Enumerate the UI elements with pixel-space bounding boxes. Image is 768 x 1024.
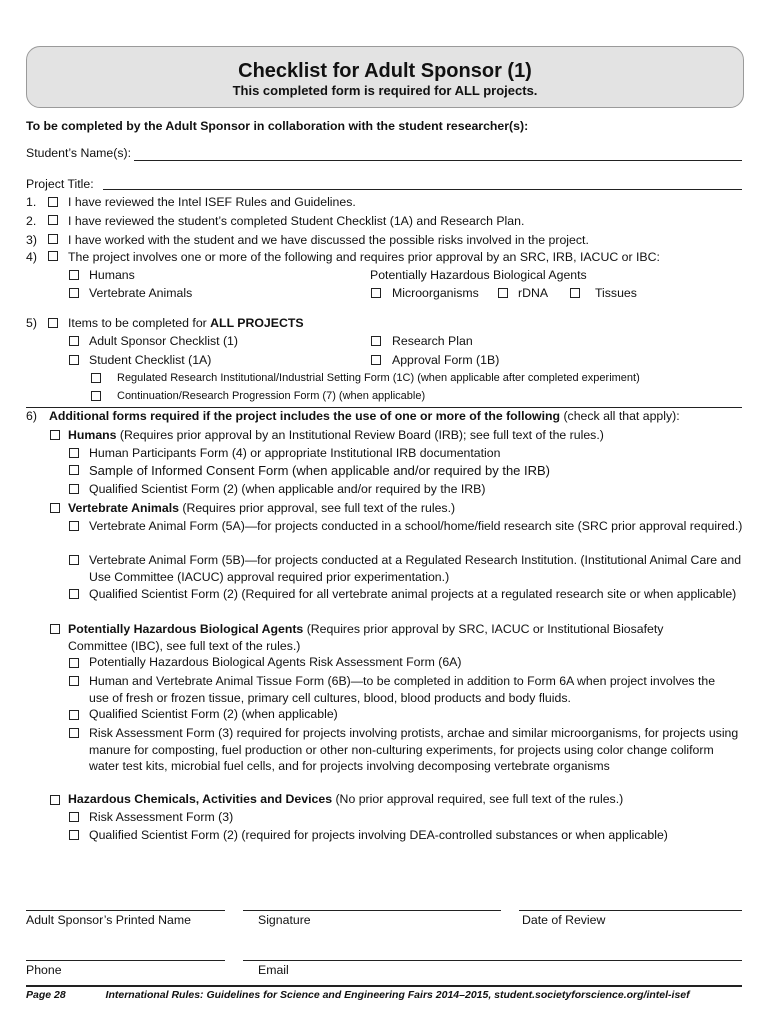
- form-header: [26, 46, 744, 108]
- date-field[interactable]: [519, 910, 742, 911]
- checkbox-informed-consent[interactable]: [69, 465, 79, 475]
- project-title-field[interactable]: [103, 189, 742, 190]
- item-number: 1.: [26, 195, 37, 209]
- email-label: Email: [258, 963, 289, 977]
- option-label: Approval Form (1B): [392, 353, 500, 367]
- page-number: Page 28: [26, 989, 66, 1001]
- checkbox-vertebrate-5a[interactable]: [69, 521, 79, 531]
- item-text: The project involves one or more of the following and requires prior approval by an SRC, IRB, IACUC or IBC:: [68, 250, 660, 264]
- checkbox-section6-phba[interactable]: [50, 624, 60, 634]
- option-label: Qualified Scientist Form (2) (required for projects involving DEA-controlled substances or when applicable): [89, 828, 668, 842]
- checkbox-rdna[interactable]: [498, 288, 508, 298]
- option-label: Human Participants Form (4) or appropriate Institutional IRB documentation: [89, 446, 501, 460]
- project-title-label: Project Title:: [26, 177, 94, 191]
- item-text: I have reviewed the Intel ISEF Rules and Guidelines.: [68, 195, 356, 209]
- checkbox-adult-sponsor-checklist[interactable]: [69, 336, 79, 346]
- option-label: Qualified Scientist Form (2) (when applicable): [89, 707, 338, 721]
- item-text: Items to be completed for ALL PROJECTS: [68, 316, 304, 330]
- item-text: Additional forms required if the project includes the use of one or more of the following (check all that apply):: [49, 409, 680, 423]
- checkbox-qualified-scientist-humans[interactable]: [69, 484, 79, 494]
- option-label: Research Plan: [392, 334, 473, 348]
- checkbox-student-checklist[interactable]: [69, 355, 79, 365]
- option-label: Continuation/Research Progression Form (7) (when applicable): [117, 390, 426, 402]
- printed-name-label: Adult Sponsor’s Printed Name: [26, 913, 191, 927]
- date-label: Date of Review: [522, 913, 606, 927]
- option-label: Potentially Hazardous Biological Agents Risk Assessment Form (6A): [89, 655, 462, 669]
- option-label: Vertebrate Animal Form (5A)—for projects conducted in a school/home/field research site (SRC prior approval required.): [89, 519, 743, 533]
- category-label: Humans (Requires prior approval by an Institutional Review Board (IRB); see full text of the rules.): [68, 428, 604, 442]
- checkbox-tissues[interactable]: [570, 288, 580, 298]
- item-number: 4): [26, 250, 37, 264]
- item-number: 6): [26, 409, 37, 423]
- checkbox-tissue-6b[interactable]: [69, 676, 79, 686]
- option-label: Vertebrate Animals: [89, 286, 193, 300]
- checkbox-student-checklist-reviewed[interactable]: [48, 215, 58, 225]
- checkbox-research-plan[interactable]: [371, 336, 381, 346]
- checkbox-section6-vertebrate[interactable]: [50, 503, 60, 513]
- option-label: Student Checklist (1A): [89, 353, 212, 367]
- checkbox-prior-approval[interactable]: [48, 251, 58, 261]
- checkbox-section6-hazardous[interactable]: [50, 795, 60, 805]
- checkbox-qualified-scientist-phba[interactable]: [69, 710, 79, 720]
- checkbox-risk-assessment-hazardous[interactable]: [69, 812, 79, 822]
- checkbox-humans[interactable]: [69, 270, 79, 280]
- option-label: Regulated Research Institutional/Industrial Setting Form (1C) (when applicable after completed experiment): [117, 372, 640, 384]
- student-names-label: Student’s Name(s):: [26, 146, 132, 160]
- checkbox-continuation-form[interactable]: [91, 391, 101, 401]
- phone-label: Phone: [26, 963, 62, 977]
- item-text: I have reviewed the student’s completed Student Checklist (1A) and Research Plan.: [68, 214, 525, 228]
- checkbox-rules-reviewed[interactable]: [48, 197, 58, 207]
- category-label: Vertebrate Animals (Requires prior approval, see full text of the rules.): [68, 501, 456, 515]
- option-label: Risk Assessment Form (3): [89, 810, 234, 824]
- checkbox-risks-discussed[interactable]: [48, 234, 58, 244]
- signature-field[interactable]: [243, 910, 501, 911]
- option-label: Sample of Informed Consent Form (when applicable and/or required by the IRB): [89, 463, 551, 478]
- option-heading: Potentially Hazardous Biological Agents: [370, 268, 587, 282]
- option-label: Human and Vertebrate Animal Tissue Form (6B)—to be completed in addition to Form 6A when project involves the use of fresh or frozen tissue, primary cell cultures, blood, blood products and body fluids.: [89, 674, 716, 705]
- option-label: rDNA: [518, 286, 549, 300]
- option-label: Tissues: [595, 286, 637, 300]
- form-title: Checklist for Adult Sponsor (1): [238, 60, 532, 82]
- option-label: Humans: [89, 268, 135, 282]
- option-label: Qualified Scientist Form (2) (when applicable and/or required by the IRB): [89, 482, 486, 496]
- checkbox-microorganisms[interactable]: [371, 288, 381, 298]
- page-footer: [26, 989, 690, 1001]
- option-label: Microorganisms: [392, 286, 479, 300]
- checkbox-qualified-scientist-vertebrate[interactable]: [69, 589, 79, 599]
- category-label: Potentially Hazardous Biological Agents (Requires prior approval by SRC, IACUC or Institutional Biosafety Committee (IBC), see full text of the rules.): [68, 622, 664, 653]
- item-number: 2.: [26, 214, 37, 228]
- student-names-field[interactable]: [134, 160, 742, 161]
- checkbox-approval-form[interactable]: [371, 355, 381, 365]
- option-label: Risk Assessment Form (3) required for projects involving protists, archae and similar microorganisms, for projects using manure for composting, fuel production or other non-culturing experiments, for projects using color change coliform water test kits, microbial fuel cells, and for projects involving decomposing vertebrate organisms: [89, 726, 739, 773]
- checkbox-qualified-scientist-hazardous[interactable]: [69, 830, 79, 840]
- checkbox-section6-humans[interactable]: [50, 430, 60, 440]
- phone-field[interactable]: [26, 960, 225, 961]
- form-subtitle: This completed form is required for ALL projects.: [232, 83, 538, 98]
- printed-name-field[interactable]: [26, 910, 225, 911]
- checkbox-risk-assessment-phba[interactable]: [69, 728, 79, 738]
- signature-label: Signature: [258, 913, 311, 927]
- option-label: Adult Sponsor Checklist (1): [89, 334, 238, 348]
- footer-rule: [26, 985, 742, 987]
- section-divider: [26, 407, 742, 408]
- item-number: 3): [26, 233, 37, 247]
- email-field[interactable]: [243, 960, 742, 961]
- checkbox-vertebrate-5b[interactable]: [69, 555, 79, 565]
- checkbox-human-participants-form[interactable]: [69, 448, 79, 458]
- checkbox-regulated-research-form[interactable]: [91, 373, 101, 383]
- footer-text: International Rules: Guidelines for Science and Engineering Fairs 2014–2015, student.societyforscience.org/intel-isef: [105, 989, 690, 1001]
- item-text: I have worked with the student and we have discussed the possible risks involved in the project.: [68, 233, 589, 247]
- checkbox-vertebrate-animals[interactable]: [69, 288, 79, 298]
- option-label: Vertebrate Animal Form (5B)—for projects conducted at a Regulated Research Institution. (Institutional Animal Care and Use Committee (IACUC) approval required prior experimentation.): [89, 553, 742, 584]
- checkbox-phba-6a[interactable]: [69, 658, 79, 668]
- intro-text: To be completed by the Adult Sponsor in collaboration with the student researcher(s):: [26, 119, 529, 133]
- option-label: Qualified Scientist Form (2) (Required for all vertebrate animal projects at a regulated research site or when applicable): [89, 587, 737, 601]
- item-number: 5): [26, 316, 37, 330]
- category-label: Hazardous Chemicals, Activities and Devices (No prior approval required, see full text of the rules.): [68, 792, 624, 806]
- checkbox-all-projects[interactable]: [48, 318, 58, 328]
